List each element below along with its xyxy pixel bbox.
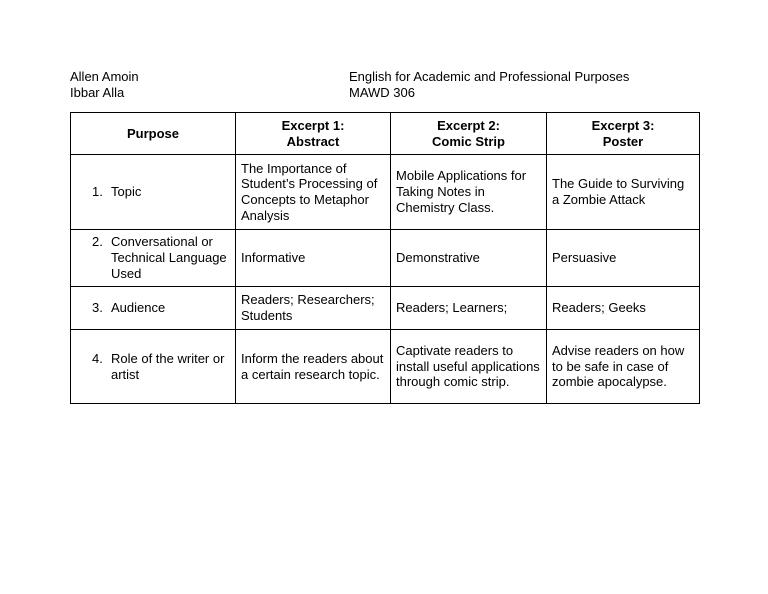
excerpt-1-cell: Informative [236,230,391,287]
header-excerpt-1-number: Excerpt 1: [281,117,345,133]
row-number: 1. [92,184,103,200]
excerpt-2-cell: Readers; Learners; [391,287,547,330]
header-excerpt-2 [391,113,547,155]
purpose-cell [71,155,236,230]
excerpt-2-cell: Mobile Applications for Taking Notes in Chemistry Class. [391,155,547,230]
header-excerpt-3 [547,113,700,155]
excerpt-1-cell: Readers; Researchers; Students [236,287,391,330]
excerpt-2-cell: Demonstrative [391,230,547,287]
purpose-cell [71,287,236,330]
purpose-text: Audience [111,300,166,316]
table-row [71,230,700,287]
table-row [71,287,700,330]
table-header-row [71,113,700,155]
purpose-text: Topic [111,184,142,200]
purpose-cell [71,330,236,404]
course-title: English for Academic and Professional Purposes [349,69,630,84]
header-excerpt-3-type: Poster [602,133,644,149]
header-excerpt-1 [236,113,391,155]
table-row [71,155,700,230]
purpose-text: Conversational or Technical Language Used [111,234,227,281]
header-excerpt-1-type: Abstract [286,133,340,149]
header-purpose: Purpose [71,113,236,155]
author-name-2: Ibbar Alla [70,85,125,100]
row-number: 3. [92,300,103,316]
analysis-table [70,112,700,404]
purpose-cell [71,230,236,287]
row-number: 4. [92,350,103,366]
excerpt-3-cell: Advise readers on how to be safe in case of zombie apocalypse. [547,330,700,404]
header-excerpt-3-number: Excerpt 3: [591,117,655,133]
course-info [349,69,629,101]
excerpt-3-cell: Readers; Geeks [547,287,700,330]
excerpt-1-cell: The Importance of Student’s Processing of Concepts to Metaphor Analysis [236,155,391,230]
course-code: MAWD 306 [349,85,415,100]
author-name-1: Allen Amoin [70,69,139,84]
excerpt-2-cell: Captivate readers to install useful applications through comic strip. [391,330,547,404]
excerpt-3-cell: The Guide to Surviving a Zombie Attack [547,155,700,230]
table-row [71,330,700,404]
row-number: 2. [92,234,103,250]
excerpt-1-cell: Inform the readers about a certain research topic. [236,330,391,404]
purpose-text: Role of the writer or artist [111,350,225,382]
author-names [70,69,139,101]
header-excerpt-2-type: Comic Strip [432,133,505,149]
excerpt-3-cell: Persuasive [547,230,700,287]
header-excerpt-2-number: Excerpt 2: [437,117,500,133]
